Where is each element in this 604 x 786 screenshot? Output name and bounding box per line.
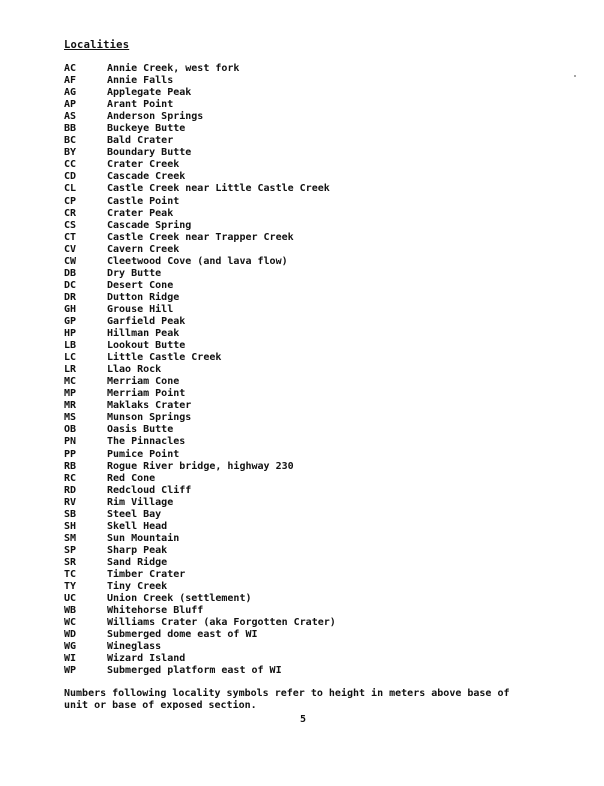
locality-code: DB: [64, 267, 77, 279]
locality-name: Castle Creek near Little Castle Creek: [107, 183, 330, 195]
footnote-line-2: unit or base of exposed section.: [64, 700, 257, 711]
locality-row: [64, 485, 564, 497]
locality-name: Whitehorse Bluff: [107, 605, 204, 617]
locality-code: PN: [64, 436, 77, 448]
locality-code: BY: [64, 147, 77, 159]
locality-name: Merriam Cone: [107, 376, 180, 388]
locality-row: [64, 63, 564, 75]
locality-code: TY: [64, 581, 77, 593]
locality-row: [64, 292, 564, 304]
locality-row: [64, 364, 564, 376]
locality-code: RD: [64, 484, 77, 496]
locality-row: [64, 304, 564, 316]
locality-row: [64, 581, 564, 593]
locality-name: Garfield Peak: [107, 315, 186, 327]
locality-row: [64, 665, 564, 677]
locality-code: SH: [64, 520, 77, 532]
locality-row: [64, 268, 564, 280]
locality-name: Crater Peak: [107, 207, 174, 219]
locality-name: Dry Butte: [107, 267, 162, 279]
locality-row: [64, 147, 564, 159]
locality-name: Castle Creek near Trapper Creek: [107, 231, 294, 243]
locality-code: WG: [64, 641, 77, 653]
locality-code: SP: [64, 544, 77, 556]
locality-row: [64, 135, 564, 147]
locality-list: [64, 63, 564, 677]
locality-code: OB: [64, 424, 77, 436]
locality-name: Wizard Island: [107, 653, 186, 665]
locality-name: Submerged platform east of WI: [107, 665, 282, 677]
locality-code: LR: [64, 364, 77, 376]
locality-code: RC: [64, 472, 77, 484]
locality-code: LB: [64, 340, 77, 352]
locality-code: CW: [64, 255, 77, 267]
scan-speck: [574, 75, 576, 77]
locality-name: Cascade Creek: [107, 171, 186, 183]
locality-name: Dutton Ridge: [107, 291, 180, 303]
locality-name: Lookout Butte: [107, 340, 186, 352]
locality-row: [64, 376, 564, 388]
locality-name: The Pinnacles: [107, 436, 186, 448]
locality-row: [64, 256, 564, 268]
locality-name: Rim Village: [107, 496, 174, 508]
locality-row: [64, 75, 564, 87]
locality-name: Desert Cone: [107, 279, 174, 291]
locality-name: Williams Crater (aka Forgotten Crater): [107, 617, 336, 629]
locality-name: Cavern Creek: [107, 243, 180, 255]
locality-row: [64, 473, 564, 485]
locality-name: Merriam Point: [107, 388, 186, 400]
locality-row: [64, 436, 564, 448]
locality-name: Redcloud Cliff: [107, 484, 192, 496]
locality-row: [64, 412, 564, 424]
locality-code: CT: [64, 231, 77, 243]
locality-row: [64, 340, 564, 352]
locality-name: Sand Ridge: [107, 556, 168, 568]
locality-name: Steel Bay: [107, 508, 162, 520]
locality-name: Submerged dome east of WI: [107, 629, 258, 641]
locality-code: LC: [64, 352, 77, 364]
locality-row: [64, 159, 564, 171]
locality-row: [64, 653, 564, 665]
locality-code: BB: [64, 123, 77, 135]
locality-name: Buckeye Butte: [107, 123, 186, 135]
locality-name: Hillman Peak: [107, 328, 180, 340]
locality-row: [64, 111, 564, 123]
locality-code: PP: [64, 448, 77, 460]
locality-code: CR: [64, 207, 77, 219]
locality-code: SB: [64, 508, 77, 520]
locality-row: [64, 87, 564, 99]
locality-name: Grouse Hill: [107, 303, 174, 315]
locality-code: WB: [64, 605, 77, 617]
locality-code: AS: [64, 111, 77, 123]
locality-code: CS: [64, 219, 77, 231]
locality-code: BC: [64, 135, 77, 147]
locality-row: [64, 316, 564, 328]
locality-code: MS: [64, 412, 77, 424]
locality-name: Munson Springs: [107, 412, 192, 424]
section-heading: Localities: [64, 39, 130, 51]
locality-code: AP: [64, 99, 77, 111]
locality-row: [64, 424, 564, 436]
locality-name: Cascade Spring: [107, 219, 192, 231]
locality-name: Bald Crater: [107, 135, 174, 147]
locality-name: Union Creek (settlement): [107, 593, 252, 605]
locality-code: SM: [64, 532, 77, 544]
locality-name: Maklaks Crater: [107, 400, 192, 412]
locality-code: SR: [64, 556, 77, 568]
locality-row: [64, 99, 564, 111]
locality-row: [64, 461, 564, 473]
locality-row: [64, 569, 564, 581]
locality-row: [64, 232, 564, 244]
locality-row: [64, 352, 564, 364]
locality-code: CD: [64, 171, 77, 183]
locality-code: WD: [64, 629, 77, 641]
locality-row: [64, 280, 564, 292]
locality-name: Skell Head: [107, 520, 168, 532]
locality-row: [64, 400, 564, 412]
locality-row: [64, 220, 564, 232]
locality-name: Cleetwood Cove (and lava flow): [107, 255, 288, 267]
locality-name: Tiny Creek: [107, 581, 168, 593]
locality-name: Arant Point: [107, 99, 174, 111]
locality-code: MP: [64, 388, 77, 400]
locality-row: [64, 497, 564, 509]
locality-row: [64, 545, 564, 557]
locality-name: Sun Mountain: [107, 532, 180, 544]
locality-row: [64, 557, 564, 569]
locality-row: [64, 641, 564, 653]
locality-row: [64, 509, 564, 521]
locality-code: AF: [64, 75, 77, 87]
footnote-line-1: Numbers following locality symbols refer to height in meters above base of: [64, 688, 510, 699]
locality-row: [64, 171, 564, 183]
locality-code: MR: [64, 400, 77, 412]
footnote: [64, 688, 544, 712]
locality-row: [64, 449, 564, 461]
locality-name: Timber Crater: [107, 568, 186, 580]
locality-row: [64, 208, 564, 220]
locality-row: [64, 328, 564, 340]
page-number: 5: [300, 714, 307, 725]
locality-row: [64, 388, 564, 400]
locality-name: Annie Creek, west fork: [107, 63, 240, 74]
locality-code: RV: [64, 496, 77, 508]
locality-code: UC: [64, 593, 77, 605]
locality-code: WC: [64, 617, 77, 629]
locality-row: [64, 533, 564, 545]
locality-code: DC: [64, 279, 77, 291]
locality-code: GH: [64, 303, 77, 315]
locality-row: [64, 123, 564, 135]
locality-code: GP: [64, 315, 77, 327]
locality-code: HP: [64, 328, 77, 340]
locality-code: WI: [64, 653, 77, 665]
locality-name: Red Cone: [107, 472, 156, 484]
locality-row: [64, 244, 564, 256]
locality-name: Wineglass: [107, 641, 162, 653]
locality-row: [64, 617, 564, 629]
locality-name: Llao Rock: [107, 364, 162, 376]
locality-row: [64, 196, 564, 208]
locality-name: Sharp Peak: [107, 544, 168, 556]
locality-code: CV: [64, 243, 77, 255]
locality-name: Annie Falls: [107, 75, 174, 87]
locality-code: MC: [64, 376, 77, 388]
locality-row: [64, 593, 564, 605]
locality-row: [64, 629, 564, 641]
locality-name: Crater Creek: [107, 159, 180, 171]
locality-row: [64, 605, 564, 617]
locality-name: Applegate Peak: [107, 87, 192, 99]
locality-code: TC: [64, 568, 77, 580]
locality-name: Anderson Springs: [107, 111, 204, 123]
locality-code: CP: [64, 195, 77, 207]
locality-name: Pumice Point: [107, 448, 180, 460]
locality-code: CC: [64, 159, 77, 171]
locality-name: Oasis Butte: [107, 424, 174, 436]
locality-name: Castle Point: [107, 195, 180, 207]
locality-name: Rogue River bridge, highway 230: [107, 460, 294, 472]
locality-name: Boundary Butte: [107, 147, 192, 159]
locality-code: AG: [64, 87, 77, 99]
locality-row: [64, 183, 564, 195]
locality-code: WP: [64, 665, 77, 677]
locality-code: CL: [64, 183, 77, 195]
locality-code: RB: [64, 460, 77, 472]
locality-row: [64, 521, 564, 533]
locality-name: Little Castle Creek: [107, 352, 222, 364]
locality-code: AC: [64, 63, 77, 74]
locality-code: DR: [64, 291, 77, 303]
